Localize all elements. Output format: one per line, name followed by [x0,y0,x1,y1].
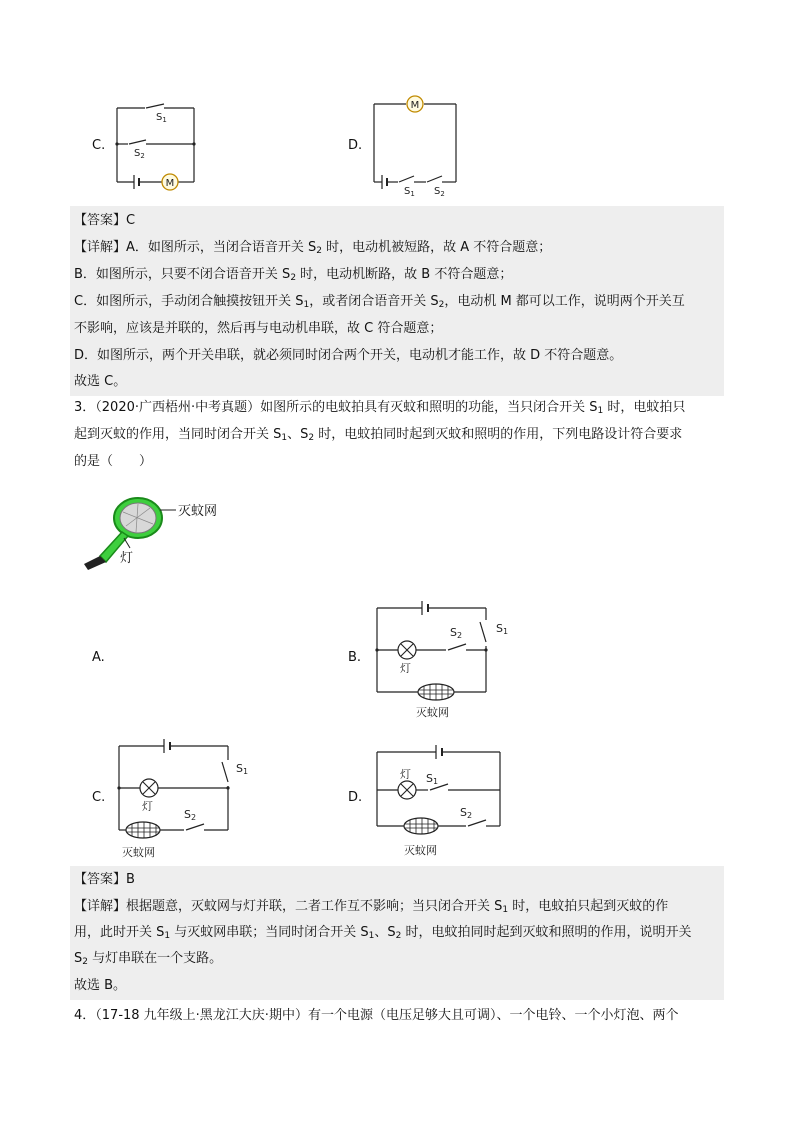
detail-b: B．如图所示，只要不闭合语音开关 $S_2$ 时，电动机断路，故 B 不符合题意； [74,267,513,283]
svg-text:灯: 灯 [400,768,411,781]
option-a-label: A. [92,650,105,665]
detail-c-line1: C．如图所示，手动闭合触摸按钮开关 $S_1$，或者闭合语音开关 $S_2$，电动机 M 都可以工作，说明两个开关互 [74,294,685,310]
circuit-diagram-d [370,734,520,860]
racket-lamp-label: 灯 [120,551,134,566]
svg-text:S1: S1 [236,762,249,776]
svg-text:M: M [410,100,420,111]
circuit-diagram-d-motor [368,92,464,196]
answer-explanation-box-q2 [70,206,724,396]
option-d-label: D. [348,138,363,153]
detail-c-line2: 不影响，应该是并联的，然后再与电动机串联，故 C 符合题意； [74,321,443,336]
question-3-line3: 的是（ ） [74,454,153,469]
circuit-diagram-c [112,734,262,860]
mosquito-racket-image [78,490,248,570]
detail-line1-q3: 【详解】根据题意，灭蚊网与灯并联，二者工作互不影响；当只闭合开关 $S_1$ 时，电蚊拍只起到灭蚊的作 [74,899,669,915]
question-4-line1: 4．（17-18 九年级上·黑龙江大庆·期中）有一个电源（电压足够大且可调）、一个电铃、一个小灯泡、两个 [74,1008,679,1023]
svg-text:S1: $S_1$ [404,186,415,196]
answer-label-q3: 【答案】B [74,872,135,887]
option-c-label-q3: C. [92,790,106,805]
svg-text:S1: S1 [426,772,439,786]
svg-text:灯: 灯 [142,800,153,813]
detail-line2-q3: 用，此时开关 $S_1$ 与灭蚊网串联；当同时闭合开关 $S_1$、$S_2$ 时，电蚊拍同时起到灭蚊和照明的作用，说明开关 [74,925,692,941]
svg-text:灭蚊网: 灭蚊网 [122,846,155,859]
svg-text:S1: S1 [496,622,509,636]
detail-a: 【详解】A．如图所示，当闭合语音开关 $S_2$ 时，电动机被短路，故 A 不符合题意； [74,240,552,256]
circuit-diagram-c-motor [110,96,200,192]
conclusion: 故选 C。 [74,374,127,389]
motor-label: M [165,178,175,189]
question-3-line2: 起到灭蚊的作用，当同时闭合开关 $S_1$、$S_2$ 时，电蚊拍同时起到灭蚊和照明的作用，下列电路设计符合要求 [74,427,683,443]
svg-text:灭蚊网: 灭蚊网 [404,844,437,857]
svg-text:S1: $S_1$ [156,112,167,124]
svg-text:S2: S2 [184,808,197,822]
detail-line3-q3: $S_2$ 与灯串联在一个支路。 [74,951,223,967]
svg-text:灭蚊网: 灭蚊网 [416,706,449,719]
svg-text:S2: $S_2$ [134,148,145,160]
answer-label: 【答案】C [74,213,136,228]
detail-d: D．如图所示，两个开关串联，就必须同时闭合两个开关，电动机才能工作，故 D 不符合题意。 [74,348,623,363]
question-3-line1: 3．（2020·广西梧州·中考真题）如图所示的电蚊拍具有灭蚊和照明的功能，当只闭合开关 $S_1$ 时，电蚊拍只 [74,400,686,416]
svg-text:灯: 灯 [400,662,411,675]
circuit-diagram-b [370,596,520,720]
svg-text:S2: S2 [460,806,473,820]
option-b-label: B. [348,650,362,665]
option-c-label: C. [92,138,106,153]
answer-explanation-box-q3 [70,866,724,1000]
svg-text:S2: $S_2$ [434,186,445,196]
conclusion-q3: 故选 B。 [74,978,127,993]
racket-net-label: 灭蚊网 [178,504,218,519]
svg-text:S2: S2 [450,626,463,640]
option-d-label-q3: D. [348,790,363,805]
